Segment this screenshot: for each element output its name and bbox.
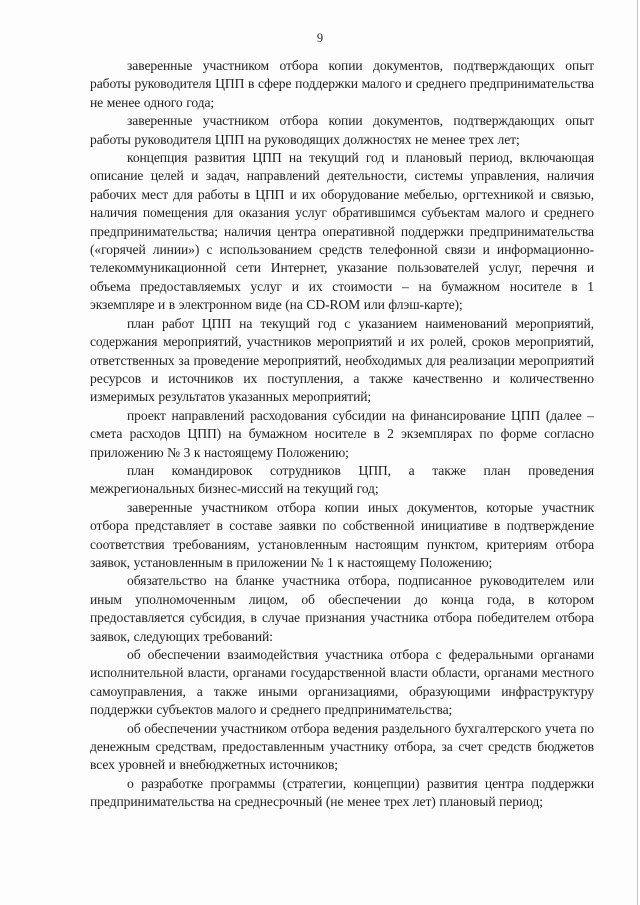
- page-edge-line: [637, 0, 638, 905]
- document-body: [90, 57, 594, 812]
- page-number: 9: [316, 31, 324, 45]
- paragraph-other-documents: заверенные участником отбора копии иных документов, которые участник отбора представляет в составе заявки по собственной инициативе в подтверждение соответствия требованиям, установленным настоящим пунктом, критериям отбора заявок, установленным в приложении № 1 к настоящему Положению;: [90, 499, 594, 570]
- paragraph-development-concept: концепция развития ЦПП на текущий год и плановый период, включающая описание целей и задач, направлений деятельности, системы управления, наличия рабочих мест для работы в ЦПП и их оборудование мебелью, оргтехникой и связью, наличия помещения для оказания услуг обратившимся субъектам малого и среднего предпринимательства; наличия центра оперативной поддержки предпринимательства («горячей линии») с использованием средств телефонной связи и информационно-телекоммуникационной сети Интернет, указание пользователей услуг, перечня и объема предоставляемых услуг и их стоимости – на бумажном носителе в 1 экземпляре и в электронном виде (на CD-ROM или флэш-карте);: [90, 150, 594, 313]
- paragraph-manager-experience-smb: заверенные участником отбора копии документов, подтверждающих опыт работы руководителя ЦПП в сфере поддержки малого и среднего предпринимательства не менее одного года;: [90, 58, 594, 110]
- paragraph-strategy-requirement: о разработке программы (стратегии, концепции) развития центра поддержки предпринимательства на среднесрочный (не менее трех лет) плановый период;: [90, 775, 594, 810]
- paragraph-manager-experience-leadership: заверенные участником отбора копии документов, подтверждающих опыт работы руководителя ЦПП на руководящих должностях не менее трех лет;: [90, 113, 594, 147]
- paragraph-separate-accounting-requirement: об обеспечении участником отбора ведения раздельного бухгалтерского учета по денежным средствам, предоставленным участнику отбора, за счет средств бюджетов всех уровней и внебюджетных источников;: [90, 720, 594, 773]
- paragraph-work-plan: план работ ЦПП на текущий год с указанием наименований мероприятий, содержания мероприятий, участников мероприятий и их ролей, сроков мероприятий, ответственных за проведение мероприятий, необходимых для реализации мероприятий ресурсов и источников их поступления, а также качественно и количественно измеримых результатов указанных мероприятий;: [90, 315, 594, 405]
- paragraph-obligation: обязательство на бланке участника отбора, подписанное руководителем или иным уполномоченным лицом, об обеспечении до конца года, в котором предоставляется субсидия, в случае признания участника отбора победителем отбора заявок, следующих требований:: [90, 573, 594, 644]
- paragraph-expense-estimate: проект направлений расходования субсидии на финансирование ЦПП (далее – смета расходов ЦПП) на бумажном носителе в 2 экземплярах по форме согласно приложению № 3 к настоящему Положению;: [90, 407, 594, 460]
- paragraph-business-trips-plan: план командировок сотрудников ЦПП, а также план проведения межрегиональных бизнес-миссий на текущий год;: [90, 462, 594, 497]
- paragraph-interaction-requirement: об обеспечении взаимодействия участника отбора с федеральными органами исполнительной власти, органами государственной власти области, органами местного самоуправления, а также иными организациями, образующими инфраструктуру поддержки субъектов малого и среднего предпринимательства;: [90, 647, 594, 718]
